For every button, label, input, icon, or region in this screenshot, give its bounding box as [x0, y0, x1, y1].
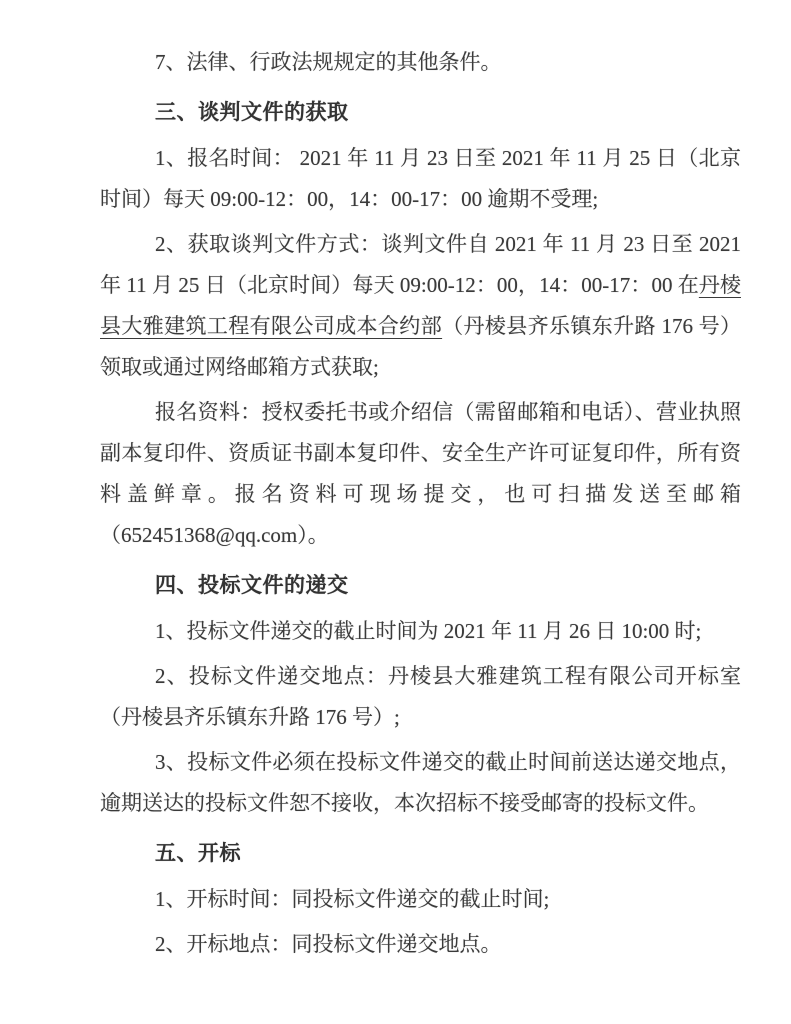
text-run: 报名资料：授权委托书或介绍信（需留邮箱和电话）、营业执照副本复印件、资质证书副本复印件、安全生产许可证复印件，所有资料盖鲜章。报名资料可现场提交，也可扫描发送至邮箱（652451368@qq.com）。 — [100, 400, 741, 547]
text-run: 三、谈判文件的获取 — [155, 101, 349, 124]
text-run: 1、报名时间： 2021 年 11 月 23 日至 2021 年 11 月 25 日（北京时间）每天 09:00-12：00，14：00-17：00 逾期不受理; — [100, 146, 741, 211]
text-run: 2、获取谈判文件方式：谈判文件自 2021 年 11 月 23 日至 2021 年 11 月 25 日（北京时间）每天 09:00-12：00，14：00-17：00 在 — [100, 232, 741, 297]
text-run: 四、投标文件的递交 — [155, 574, 349, 597]
underlined-text: 丹棱县大雅建筑工程有限公司成本合约部 — [100, 273, 741, 338]
text-run: 2、投标文件递交地点：丹棱县大雅建筑工程有限公司开标室（丹棱县齐乐镇东升路 176 号）; — [100, 664, 741, 729]
paragraph — [100, 42, 741, 83]
paragraph — [100, 879, 741, 920]
paragraph — [100, 392, 741, 556]
paragraph — [100, 138, 741, 220]
text-run: 2、开标地点：同投标文件递交地点。 — [155, 932, 502, 956]
paragraph — [100, 924, 741, 965]
text-run: 五、开标 — [155, 842, 241, 865]
paragraph — [100, 742, 741, 824]
text-run: 1、投标文件递交的截止时间为 2021 年 11 月 26 日 10:00 时; — [155, 619, 702, 643]
section-heading — [100, 92, 741, 133]
paragraph — [100, 224, 741, 388]
text-run: 1、开标时间：同投标文件递交的截止时间; — [155, 887, 550, 911]
text-run: 7、法律、行政法规规定的其他条件。 — [155, 50, 502, 74]
paragraph — [100, 611, 741, 652]
text-run: 3、投标文件必须在投标文件递交的截止时间前送达递交地点，逾期送达的投标文件恕不接收，本次招标不接受邮寄的投标文件。 — [100, 750, 741, 815]
text-run: （丹棱县齐乐镇东升路 176 号）领取或通过网络邮箱方式获取; — [100, 314, 742, 379]
section-heading — [100, 565, 741, 606]
section-heading — [100, 833, 741, 874]
paragraph — [100, 656, 741, 738]
